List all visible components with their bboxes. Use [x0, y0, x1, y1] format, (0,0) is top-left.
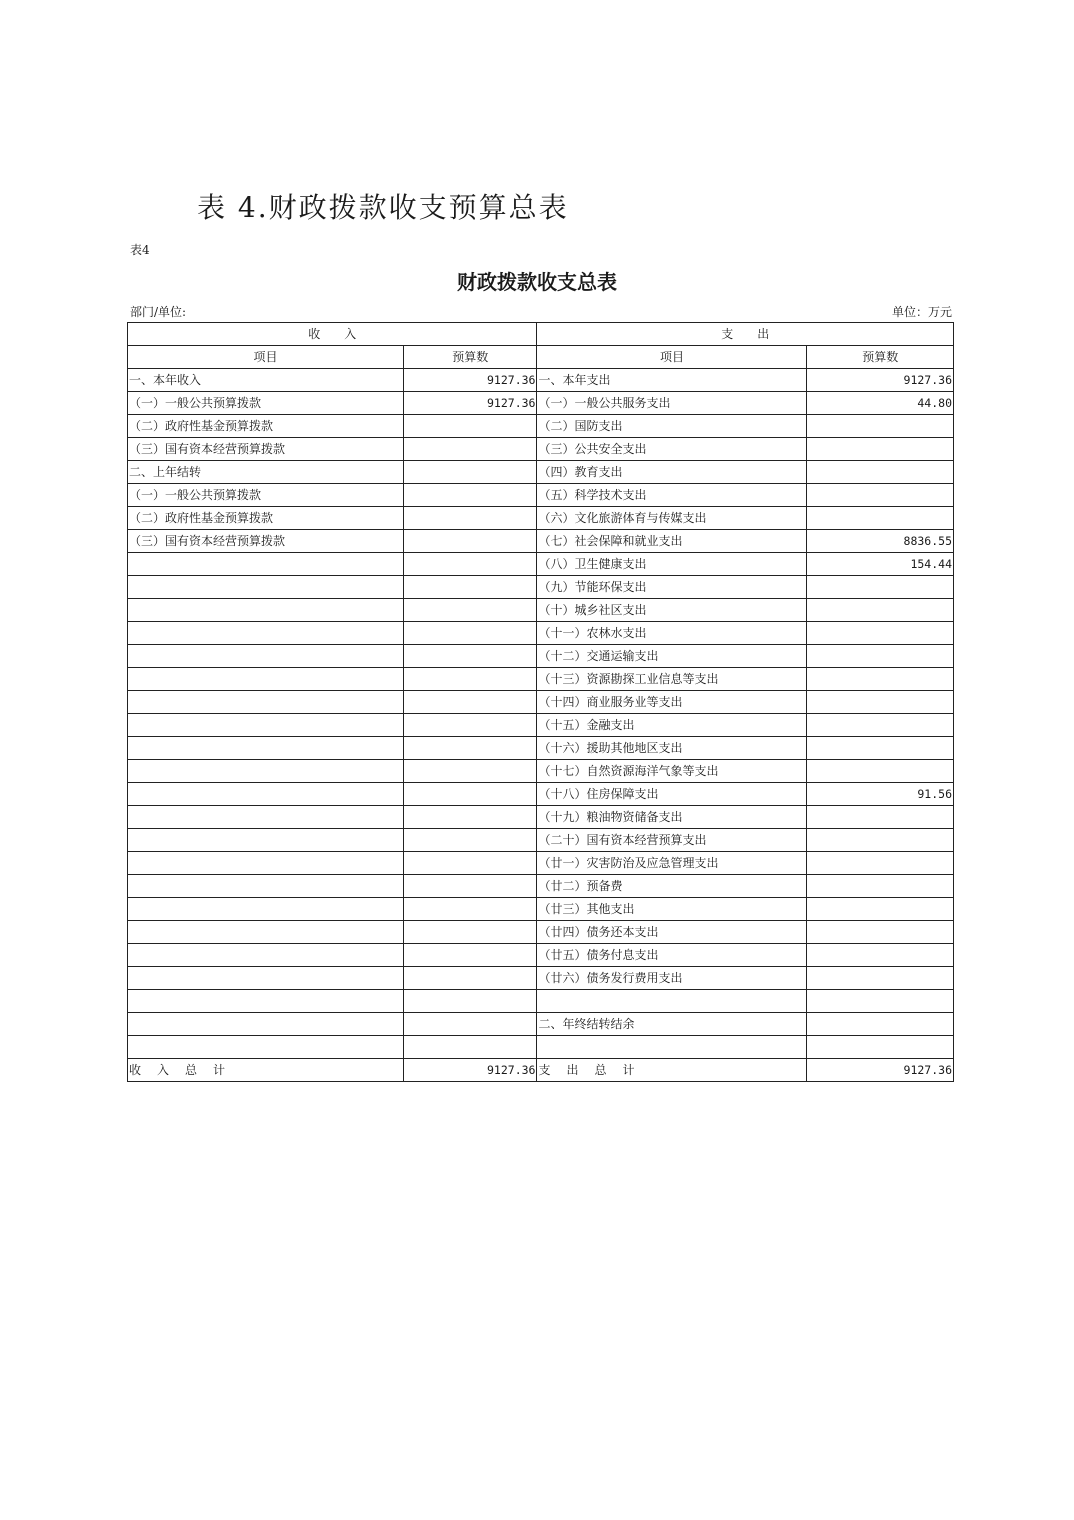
- table-row: [128, 714, 954, 737]
- income-amount-cell: [403, 806, 536, 829]
- table-title: 财政拨款收支总表: [457, 270, 617, 294]
- income-amount-cell: [403, 599, 536, 622]
- expense-amount-cell: [807, 507, 954, 530]
- income-group-header: 收 入: [128, 323, 537, 346]
- table-row: [128, 438, 954, 461]
- table-row: [128, 806, 954, 829]
- expense-item-cell: （廿三）其他支出: [537, 898, 807, 921]
- expense-item-cell: （七）社会保障和就业支出: [537, 530, 807, 553]
- expense-item-cell: （十）城乡社区支出: [537, 599, 807, 622]
- table-row: [128, 875, 954, 898]
- income-item-cell: [128, 944, 404, 967]
- table-row: [128, 737, 954, 760]
- income-item-cell: （二）政府性基金预算拨款: [128, 415, 404, 438]
- income-amount-header: 预算数: [403, 346, 536, 369]
- income-amount-cell: [403, 576, 536, 599]
- expense-item-cell: [537, 990, 807, 1013]
- expense-amount-cell: [807, 806, 954, 829]
- income-amount-cell: [403, 829, 536, 852]
- expense-item-cell: [537, 1036, 807, 1059]
- unit-label: 单位：万元: [891, 305, 952, 319]
- income-amount-cell: [403, 461, 536, 484]
- group-header-row: [128, 323, 954, 346]
- expense-total-label: 支 出 总 计: [537, 1059, 807, 1082]
- income-amount-cell: [403, 852, 536, 875]
- income-amount-cell: [403, 967, 536, 990]
- income-item-cell: [128, 737, 404, 760]
- column-header-row: [128, 346, 954, 369]
- expense-amount-cell: [807, 576, 954, 599]
- expense-item-cell: （廿五）债务付息支出: [537, 944, 807, 967]
- expense-item-cell: （十五）金融支出: [537, 714, 807, 737]
- income-amount-cell: 9127.36: [403, 392, 536, 415]
- income-amount-cell: [403, 645, 536, 668]
- expense-item-cell: （二十）国有资本经营预算支出: [537, 829, 807, 852]
- income-item-cell: （一）一般公共预算拨款: [128, 484, 404, 507]
- income-amount-cell: [403, 691, 536, 714]
- expense-item-cell: （二）国防支出: [537, 415, 807, 438]
- table-row: [128, 668, 954, 691]
- expense-item-cell: （廿二）预备费: [537, 875, 807, 898]
- expense-amount-cell: [807, 438, 954, 461]
- income-amount-cell: [403, 898, 536, 921]
- income-item-cell: （一）一般公共预算拨款: [128, 392, 404, 415]
- income-item-cell: [128, 829, 404, 852]
- expense-amount-cell: 44.80: [807, 392, 954, 415]
- table-row: [128, 507, 954, 530]
- expense-amount-cell: 154.44: [807, 553, 954, 576]
- income-item-cell: [128, 668, 404, 691]
- expense-item-cell: （十八）住房保障支出: [537, 783, 807, 806]
- expense-item-cell: （四）教育支出: [537, 461, 807, 484]
- income-amount-cell: [403, 875, 536, 898]
- expense-item-cell: （十六）援助其他地区支出: [537, 737, 807, 760]
- expense-amount-cell: [807, 599, 954, 622]
- income-item-cell: [128, 553, 404, 576]
- expense-item-cell: （廿一）灾害防治及应急管理支出: [537, 852, 807, 875]
- expense-amount-cell: [807, 829, 954, 852]
- income-item-cell: [128, 599, 404, 622]
- expense-amount-cell: [807, 645, 954, 668]
- income-amount-cell: [403, 760, 536, 783]
- table-row: [128, 829, 954, 852]
- income-item-cell: [128, 576, 404, 599]
- table-row: [128, 461, 954, 484]
- income-amount-cell: [403, 622, 536, 645]
- table-row: [128, 576, 954, 599]
- expense-item-cell: （十四）商业服务业等支出: [537, 691, 807, 714]
- table-row: [128, 691, 954, 714]
- budget-table: [127, 322, 954, 1082]
- income-item-cell: [128, 921, 404, 944]
- income-item-cell: [128, 691, 404, 714]
- expense-amount-cell: [807, 1013, 954, 1036]
- table-row: [128, 783, 954, 806]
- expense-amount-cell: [807, 484, 954, 507]
- expense-total-amount: 9127.36: [807, 1059, 954, 1082]
- expense-item-cell: （一）一般公共服务支出: [537, 392, 807, 415]
- table-code: 表4: [130, 243, 150, 257]
- income-amount-cell: [403, 415, 536, 438]
- table-row: [128, 1036, 954, 1059]
- income-item-cell: [128, 806, 404, 829]
- income-item-cell: （三）国有资本经营预算拨款: [128, 530, 404, 553]
- income-amount-cell: [403, 714, 536, 737]
- income-item-cell: [128, 967, 404, 990]
- table-row: [128, 944, 954, 967]
- income-amount-cell: [403, 484, 536, 507]
- table-row: [128, 1013, 954, 1036]
- expense-item-header: 项目: [537, 346, 807, 369]
- table-row: [128, 898, 954, 921]
- income-item-header: 项目: [128, 346, 404, 369]
- income-amount-cell: [403, 921, 536, 944]
- income-item-cell: （三）国有资本经营预算拨款: [128, 438, 404, 461]
- expense-amount-cell: [807, 875, 954, 898]
- expense-amount-cell: [807, 990, 954, 1013]
- income-amount-cell: [403, 530, 536, 553]
- expense-amount-cell: [807, 898, 954, 921]
- totals-row: [128, 1059, 954, 1082]
- department-label: 部门/单位:: [130, 305, 187, 319]
- table-row: [128, 392, 954, 415]
- expense-item-cell: （十七）自然资源海洋气象等支出: [537, 760, 807, 783]
- expense-amount-cell: [807, 1036, 954, 1059]
- expense-amount-cell: [807, 760, 954, 783]
- income-item-cell: [128, 1013, 404, 1036]
- table-row: [128, 967, 954, 990]
- income-item-cell: 二、上年结转: [128, 461, 404, 484]
- table-row: [128, 645, 954, 668]
- income-amount-cell: [403, 438, 536, 461]
- table-row: [128, 484, 954, 507]
- expense-group-header: 支 出: [537, 323, 954, 346]
- expense-amount-cell: [807, 967, 954, 990]
- table-body: [128, 369, 954, 1059]
- expense-amount-cell: 9127.36: [807, 369, 954, 392]
- expense-item-cell: （六）文化旅游体育与传媒支出: [537, 507, 807, 530]
- income-item-cell: [128, 875, 404, 898]
- income-amount-cell: [403, 1036, 536, 1059]
- expense-item-cell: （廿四）债务还本支出: [537, 921, 807, 944]
- income-amount-cell: [403, 553, 536, 576]
- income-amount-cell: [403, 668, 536, 691]
- income-amount-cell: [403, 990, 536, 1013]
- expense-item-cell: 二、年终结转结余: [537, 1013, 807, 1036]
- income-item-cell: 一、本年收入: [128, 369, 404, 392]
- income-item-cell: [128, 783, 404, 806]
- expense-item-cell: （三）公共安全支出: [537, 438, 807, 461]
- expense-amount-cell: [807, 415, 954, 438]
- income-item-cell: [128, 645, 404, 668]
- income-amount-cell: 9127.36: [403, 369, 536, 392]
- table-row: [128, 921, 954, 944]
- income-amount-cell: [403, 944, 536, 967]
- table-row: [128, 415, 954, 438]
- table-row: [128, 553, 954, 576]
- expense-amount-cell: [807, 668, 954, 691]
- expense-amount-cell: [807, 714, 954, 737]
- income-item-cell: [128, 760, 404, 783]
- income-total-amount: 9127.36: [403, 1059, 536, 1082]
- table-row: [128, 622, 954, 645]
- income-amount-cell: [403, 507, 536, 530]
- expense-amount-cell: [807, 461, 954, 484]
- table-row: [128, 369, 954, 392]
- expense-item-cell: （九）节能环保支出: [537, 576, 807, 599]
- expense-item-cell: （八）卫生健康支出: [537, 553, 807, 576]
- expense-item-cell: （十一）农林水支出: [537, 622, 807, 645]
- income-item-cell: [128, 1036, 404, 1059]
- expense-amount-cell: [807, 737, 954, 760]
- expense-amount-cell: 8836.55: [807, 530, 954, 553]
- expense-amount-header: 预算数: [807, 346, 954, 369]
- expense-item-cell: （十三）资源勘探工业信息等支出: [537, 668, 807, 691]
- expense-amount-cell: [807, 691, 954, 714]
- expense-amount-cell: [807, 944, 954, 967]
- document-heading: 表 4.财政拨款收支预算总表: [197, 191, 569, 224]
- expense-amount-cell: 91.56: [807, 783, 954, 806]
- expense-amount-cell: [807, 852, 954, 875]
- table-row: [128, 852, 954, 875]
- income-item-cell: [128, 852, 404, 875]
- table-row: [128, 530, 954, 553]
- expense-item-cell: （十九）粮油物资储备支出: [537, 806, 807, 829]
- income-item-cell: [128, 622, 404, 645]
- expense-amount-cell: [807, 622, 954, 645]
- income-amount-cell: [403, 783, 536, 806]
- expense-item-cell: （五）科学技术支出: [537, 484, 807, 507]
- income-amount-cell: [403, 737, 536, 760]
- expense-item-cell: （廿六）债务发行费用支出: [537, 967, 807, 990]
- income-item-cell: [128, 990, 404, 1013]
- table-row: [128, 760, 954, 783]
- expense-item-cell: 一、本年支出: [537, 369, 807, 392]
- expense-amount-cell: [807, 921, 954, 944]
- table-row: [128, 599, 954, 622]
- expense-item-cell: （十二）交通运输支出: [537, 645, 807, 668]
- income-item-cell: [128, 714, 404, 737]
- table-row: [128, 990, 954, 1013]
- income-item-cell: （二）政府性基金预算拨款: [128, 507, 404, 530]
- income-total-label: 收 入 总 计: [128, 1059, 404, 1082]
- income-item-cell: [128, 898, 404, 921]
- income-amount-cell: [403, 1013, 536, 1036]
